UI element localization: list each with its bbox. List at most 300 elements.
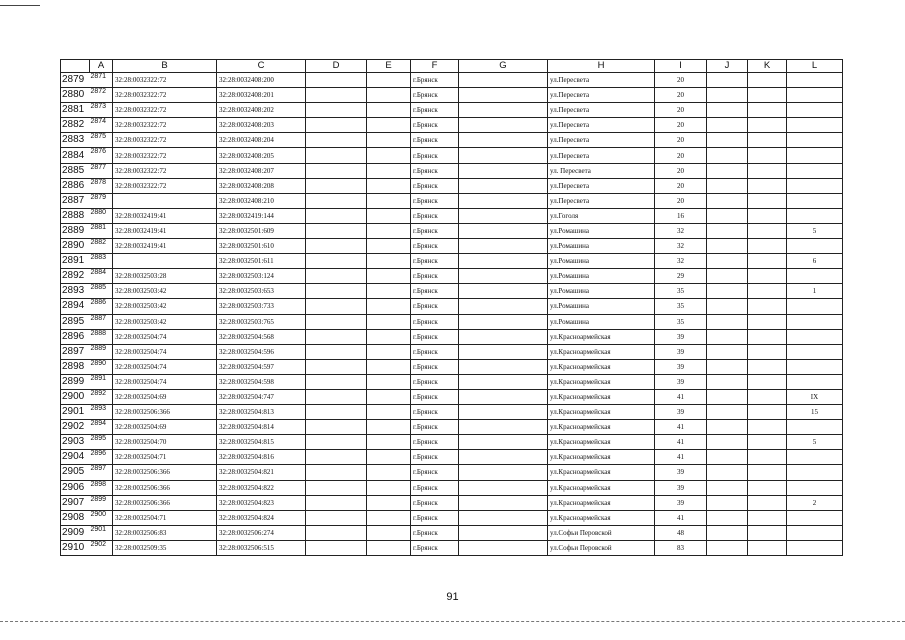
index-cell: 2895 bbox=[90, 435, 113, 450]
column-l-cell: 2 bbox=[787, 495, 843, 510]
row-number-cell: 2885 bbox=[61, 163, 90, 178]
column-e-cell bbox=[367, 163, 411, 178]
column-l-cell bbox=[787, 133, 843, 148]
column-k-cell bbox=[748, 148, 787, 163]
table-row bbox=[61, 103, 843, 118]
data-table bbox=[60, 59, 843, 556]
cadastral-number-b-cell: 32:28:0032504:70 bbox=[113, 435, 217, 450]
column-k-cell bbox=[748, 480, 787, 495]
cadastral-number-c-cell: 32:28:0032503:765 bbox=[217, 314, 306, 329]
column-l-cell bbox=[787, 208, 843, 223]
column-l-cell: 6 bbox=[787, 254, 843, 269]
table-row bbox=[61, 344, 843, 359]
row-number-cell: 2905 bbox=[61, 465, 90, 480]
column-l-cell bbox=[787, 465, 843, 480]
cadastral-number-c-cell: 32:28:0032504:598 bbox=[217, 374, 306, 389]
cadastral-number-c-cell: 32:28:0032504:597 bbox=[217, 359, 306, 374]
column-l-cell bbox=[787, 540, 843, 555]
house-number-cell: 35 bbox=[655, 314, 707, 329]
column-d-cell bbox=[306, 420, 367, 435]
column-g-cell bbox=[459, 208, 548, 223]
cadastral-number-b-cell: 32:28:0032322:72 bbox=[113, 148, 217, 163]
column-e-cell bbox=[367, 389, 411, 404]
table-row bbox=[61, 269, 843, 284]
column-header-j: J bbox=[707, 60, 748, 73]
house-number-cell: 41 bbox=[655, 389, 707, 404]
cadastral-number-c-cell: 32:28:0032504:823 bbox=[217, 495, 306, 510]
house-number-cell: 39 bbox=[655, 495, 707, 510]
column-g-cell bbox=[459, 480, 548, 495]
cadastral-number-b-cell: 32:28:0032506:83 bbox=[113, 525, 217, 540]
cadastral-number-c-cell: 32:28:0032501:610 bbox=[217, 239, 306, 254]
index-cell: 2882 bbox=[90, 239, 113, 254]
table-row bbox=[61, 374, 843, 389]
house-number-cell: 41 bbox=[655, 450, 707, 465]
column-d-cell bbox=[306, 193, 367, 208]
column-k-cell bbox=[748, 178, 787, 193]
table-row bbox=[61, 223, 843, 238]
column-j-cell bbox=[707, 359, 748, 374]
street-cell: ул.Красноармейская bbox=[548, 510, 655, 525]
column-k-cell bbox=[748, 405, 787, 420]
table-row bbox=[61, 193, 843, 208]
column-k-cell bbox=[748, 540, 787, 555]
column-j-cell bbox=[707, 540, 748, 555]
column-k-cell bbox=[748, 495, 787, 510]
column-d-cell bbox=[306, 148, 367, 163]
street-cell: ул.Пересвета bbox=[548, 118, 655, 133]
row-number-cell: 2881 bbox=[61, 103, 90, 118]
column-header-b: B bbox=[113, 60, 217, 73]
table-row bbox=[61, 148, 843, 163]
column-g-cell bbox=[459, 299, 548, 314]
column-l-cell bbox=[787, 269, 843, 284]
house-number-cell: 39 bbox=[655, 480, 707, 495]
column-j-cell bbox=[707, 344, 748, 359]
row-number-cell: 2896 bbox=[61, 329, 90, 344]
row-number-cell: 2886 bbox=[61, 178, 90, 193]
table-row bbox=[61, 163, 843, 178]
column-d-cell bbox=[306, 389, 367, 404]
column-header-i: I bbox=[655, 60, 707, 73]
cadastral-number-c-cell: 32:28:0032503:733 bbox=[217, 299, 306, 314]
column-l-cell bbox=[787, 314, 843, 329]
column-k-cell bbox=[748, 163, 787, 178]
house-number-cell: 32 bbox=[655, 223, 707, 238]
house-number-cell: 41 bbox=[655, 510, 707, 525]
cadastral-number-c-cell: 32:28:0032504:814 bbox=[217, 420, 306, 435]
cadastral-number-b-cell: 32:28:0032503:42 bbox=[113, 314, 217, 329]
city-cell: г.Брянск bbox=[411, 510, 459, 525]
cadastral-number-c-cell: 32:28:0032506:515 bbox=[217, 540, 306, 555]
row-number-cell: 2892 bbox=[61, 269, 90, 284]
column-e-cell bbox=[367, 405, 411, 420]
table-row bbox=[61, 389, 843, 404]
cadastral-number-b-cell bbox=[113, 193, 217, 208]
index-cell: 2879 bbox=[90, 193, 113, 208]
house-number-cell: 39 bbox=[655, 374, 707, 389]
column-g-cell bbox=[459, 118, 548, 133]
house-number-cell: 41 bbox=[655, 420, 707, 435]
column-l-cell bbox=[787, 299, 843, 314]
column-d-cell bbox=[306, 329, 367, 344]
index-cell: 2878 bbox=[90, 178, 113, 193]
index-cell: 2885 bbox=[90, 284, 113, 299]
table-row bbox=[61, 284, 843, 299]
column-k-cell bbox=[748, 284, 787, 299]
index-cell: 2888 bbox=[90, 329, 113, 344]
street-cell: ул.Красноармейская bbox=[548, 405, 655, 420]
house-number-cell: 35 bbox=[655, 299, 707, 314]
house-number-cell: 20 bbox=[655, 103, 707, 118]
column-l-cell: 1 bbox=[787, 284, 843, 299]
column-e-cell bbox=[367, 269, 411, 284]
cadastral-number-b-cell: 32:28:0032322:72 bbox=[113, 73, 217, 88]
cadastral-number-c-cell: 32:28:0032504:568 bbox=[217, 329, 306, 344]
cadastral-number-c-cell: 32:28:0032504:821 bbox=[217, 465, 306, 480]
index-cell: 2875 bbox=[90, 133, 113, 148]
column-e-cell bbox=[367, 314, 411, 329]
column-d-cell bbox=[306, 133, 367, 148]
column-d-cell bbox=[306, 435, 367, 450]
street-cell: ул.Ромашина bbox=[548, 269, 655, 284]
column-e-cell bbox=[367, 178, 411, 193]
column-d-cell bbox=[306, 103, 367, 118]
cadastral-number-c-cell: 32:28:0032504:813 bbox=[217, 405, 306, 420]
column-header-h: H bbox=[548, 60, 655, 73]
index-cell: 2893 bbox=[90, 405, 113, 420]
index-cell: 2894 bbox=[90, 420, 113, 435]
column-e-cell bbox=[367, 254, 411, 269]
cadastral-number-b-cell: 32:28:0032419:41 bbox=[113, 239, 217, 254]
column-k-cell bbox=[748, 389, 787, 404]
column-d-cell bbox=[306, 163, 367, 178]
column-header-g: G bbox=[459, 60, 548, 73]
column-l-cell bbox=[787, 480, 843, 495]
column-k-cell bbox=[748, 299, 787, 314]
index-cell: 2901 bbox=[90, 525, 113, 540]
column-k-cell bbox=[748, 525, 787, 540]
column-k-cell bbox=[748, 435, 787, 450]
column-g-cell bbox=[459, 269, 548, 284]
street-cell: ул.Ромашина bbox=[548, 223, 655, 238]
house-number-cell: 41 bbox=[655, 435, 707, 450]
row-number-cell: 2898 bbox=[61, 359, 90, 374]
table-row bbox=[61, 540, 843, 555]
cadastral-number-c-cell: 32:28:0032501:611 bbox=[217, 254, 306, 269]
row-number-cell: 2887 bbox=[61, 193, 90, 208]
column-l-cell bbox=[787, 178, 843, 193]
column-e-cell bbox=[367, 420, 411, 435]
row-number-cell: 2900 bbox=[61, 389, 90, 404]
cadastral-number-c-cell: 32:28:0032408:205 bbox=[217, 148, 306, 163]
cadastral-number-b-cell: 32:28:0032504:71 bbox=[113, 510, 217, 525]
column-g-cell bbox=[459, 405, 548, 420]
column-header-l: L bbox=[787, 60, 843, 73]
column-l-cell bbox=[787, 420, 843, 435]
cadastral-number-c-cell: 32:28:0032503:653 bbox=[217, 284, 306, 299]
street-cell: ул.Софьи Перовской bbox=[548, 540, 655, 555]
column-g-cell bbox=[459, 420, 548, 435]
street-cell: ул.Красноармейская bbox=[548, 465, 655, 480]
column-e-cell bbox=[367, 344, 411, 359]
column-l-cell bbox=[787, 344, 843, 359]
column-g-cell bbox=[459, 435, 548, 450]
row-number-cell: 2890 bbox=[61, 239, 90, 254]
cadastral-number-c-cell: 32:28:0032408:200 bbox=[217, 73, 306, 88]
column-d-cell bbox=[306, 284, 367, 299]
column-l-cell bbox=[787, 450, 843, 465]
cadastral-number-b-cell: 32:28:0032504:74 bbox=[113, 374, 217, 389]
index-cell: 2899 bbox=[90, 495, 113, 510]
cadastral-number-c-cell: 32:28:0032504:815 bbox=[217, 435, 306, 450]
street-cell: ул.Ромашина bbox=[548, 299, 655, 314]
cadastral-number-c-cell: 32:28:0032419:144 bbox=[217, 208, 306, 223]
column-d-cell bbox=[306, 299, 367, 314]
index-cell: 2896 bbox=[90, 450, 113, 465]
cadastral-number-c-cell: 32:28:0032501:609 bbox=[217, 223, 306, 238]
house-number-cell: 20 bbox=[655, 193, 707, 208]
column-d-cell bbox=[306, 480, 367, 495]
table-row bbox=[61, 208, 843, 223]
column-j-cell bbox=[707, 103, 748, 118]
index-cell: 2889 bbox=[90, 344, 113, 359]
corner-cell bbox=[61, 60, 90, 73]
cadastral-number-c-cell: 32:28:0032504:816 bbox=[217, 450, 306, 465]
column-j-cell bbox=[707, 450, 748, 465]
city-cell: г.Брянск bbox=[411, 495, 459, 510]
column-d-cell bbox=[306, 374, 367, 389]
city-cell: г.Брянск bbox=[411, 299, 459, 314]
column-g-cell bbox=[459, 374, 548, 389]
cadastral-number-b-cell: 32:28:0032504:74 bbox=[113, 329, 217, 344]
city-cell: г.Брянск bbox=[411, 163, 459, 178]
city-cell: г.Брянск bbox=[411, 193, 459, 208]
column-k-cell bbox=[748, 269, 787, 284]
column-g-cell bbox=[459, 223, 548, 238]
table-row bbox=[61, 329, 843, 344]
column-d-cell bbox=[306, 405, 367, 420]
row-number-cell: 2884 bbox=[61, 148, 90, 163]
row-number-cell: 2894 bbox=[61, 299, 90, 314]
column-l-cell bbox=[787, 148, 843, 163]
city-cell: г.Брянск bbox=[411, 254, 459, 269]
column-e-cell bbox=[367, 223, 411, 238]
column-l-cell: 5 bbox=[787, 223, 843, 238]
column-e-cell bbox=[367, 148, 411, 163]
house-number-cell: 39 bbox=[655, 359, 707, 374]
column-j-cell bbox=[707, 133, 748, 148]
column-d-cell bbox=[306, 450, 367, 465]
row-number-cell: 2897 bbox=[61, 344, 90, 359]
column-j-cell bbox=[707, 374, 748, 389]
cadastral-number-c-cell: 32:28:0032408:202 bbox=[217, 103, 306, 118]
column-l-cell bbox=[787, 329, 843, 344]
row-number-cell: 2902 bbox=[61, 420, 90, 435]
column-j-cell bbox=[707, 239, 748, 254]
row-number-cell: 2888 bbox=[61, 208, 90, 223]
column-header-d: D bbox=[306, 60, 367, 73]
street-cell: ул.Пересвета bbox=[548, 148, 655, 163]
house-number-cell: 39 bbox=[655, 344, 707, 359]
city-cell: г.Брянск bbox=[411, 133, 459, 148]
column-header-e: E bbox=[367, 60, 411, 73]
city-cell: г.Брянск bbox=[411, 435, 459, 450]
table-row bbox=[61, 314, 843, 329]
city-cell: г.Брянск bbox=[411, 178, 459, 193]
column-e-cell bbox=[367, 480, 411, 495]
column-g-cell bbox=[459, 148, 548, 163]
cadastral-number-b-cell: 32:28:0032322:72 bbox=[113, 133, 217, 148]
bottom-scan-line bbox=[0, 621, 905, 622]
city-cell: г.Брянск bbox=[411, 405, 459, 420]
house-number-cell: 20 bbox=[655, 73, 707, 88]
city-cell: г.Брянск bbox=[411, 329, 459, 344]
row-number-cell: 2907 bbox=[61, 495, 90, 510]
row-number-cell: 2908 bbox=[61, 510, 90, 525]
column-g-cell bbox=[459, 329, 548, 344]
index-cell: 2891 bbox=[90, 374, 113, 389]
cadastral-number-b-cell: 32:28:0032322:72 bbox=[113, 178, 217, 193]
page-number: 91 bbox=[446, 591, 459, 603]
table-row bbox=[61, 435, 843, 450]
column-k-cell bbox=[748, 420, 787, 435]
table-row bbox=[61, 118, 843, 133]
city-cell: г.Брянск bbox=[411, 118, 459, 133]
cadastral-number-c-cell: 32:28:0032408:204 bbox=[217, 133, 306, 148]
row-number-cell: 2909 bbox=[61, 525, 90, 540]
table-row bbox=[61, 133, 843, 148]
index-cell: 2874 bbox=[90, 118, 113, 133]
column-d-cell bbox=[306, 239, 367, 254]
column-e-cell bbox=[367, 239, 411, 254]
column-l-cell bbox=[787, 88, 843, 103]
street-cell: ул.Красноармейская bbox=[548, 435, 655, 450]
city-cell: г.Брянск bbox=[411, 389, 459, 404]
row-number-cell: 2895 bbox=[61, 314, 90, 329]
column-e-cell bbox=[367, 435, 411, 450]
column-e-cell bbox=[367, 118, 411, 133]
city-cell: г.Брянск bbox=[411, 239, 459, 254]
index-cell: 2880 bbox=[90, 208, 113, 223]
city-cell: г.Брянск bbox=[411, 420, 459, 435]
column-j-cell bbox=[707, 435, 748, 450]
row-number-cell: 2899 bbox=[61, 374, 90, 389]
cadastral-number-b-cell: 32:28:0032503:42 bbox=[113, 299, 217, 314]
table-row bbox=[61, 450, 843, 465]
cadastral-number-c-cell: 32:28:0032408:207 bbox=[217, 163, 306, 178]
column-e-cell bbox=[367, 299, 411, 314]
column-k-cell bbox=[748, 73, 787, 88]
city-cell: г.Брянск bbox=[411, 465, 459, 480]
cadastral-number-b-cell: 32:28:0032509:35 bbox=[113, 540, 217, 555]
column-e-cell bbox=[367, 465, 411, 480]
column-d-cell bbox=[306, 73, 367, 88]
cadastral-number-c-cell: 32:28:0032503:124 bbox=[217, 269, 306, 284]
column-l-cell: 5 bbox=[787, 435, 843, 450]
column-j-cell bbox=[707, 510, 748, 525]
row-number-cell: 2891 bbox=[61, 254, 90, 269]
street-cell: ул.Ромашина bbox=[548, 284, 655, 299]
cadastral-number-c-cell: 32:28:0032408:208 bbox=[217, 178, 306, 193]
column-d-cell bbox=[306, 359, 367, 374]
row-number-cell: 2910 bbox=[61, 540, 90, 555]
street-cell: ул.Пересвета bbox=[548, 73, 655, 88]
cadastral-number-b-cell: 32:28:0032504:71 bbox=[113, 450, 217, 465]
column-g-cell bbox=[459, 284, 548, 299]
index-cell: 2900 bbox=[90, 510, 113, 525]
column-l-cell bbox=[787, 374, 843, 389]
column-k-cell bbox=[748, 450, 787, 465]
column-e-cell bbox=[367, 208, 411, 223]
index-cell: 2876 bbox=[90, 148, 113, 163]
column-k-cell bbox=[748, 359, 787, 374]
table-row bbox=[61, 405, 843, 420]
column-e-cell bbox=[367, 495, 411, 510]
row-number-cell: 2880 bbox=[61, 88, 90, 103]
cadastral-number-b-cell: 32:28:0032506:366 bbox=[113, 495, 217, 510]
table-row bbox=[61, 239, 843, 254]
street-cell: ул.Пересвета bbox=[548, 133, 655, 148]
table-row bbox=[61, 465, 843, 480]
column-l-cell: 15 bbox=[787, 405, 843, 420]
cadastral-number-b-cell: 32:28:0032506:366 bbox=[113, 405, 217, 420]
street-cell: ул.Красноармейская bbox=[548, 480, 655, 495]
city-cell: г.Брянск bbox=[411, 208, 459, 223]
column-j-cell bbox=[707, 465, 748, 480]
cadastral-number-b-cell: 32:28:0032506:366 bbox=[113, 465, 217, 480]
column-g-cell bbox=[459, 389, 548, 404]
house-number-cell: 20 bbox=[655, 163, 707, 178]
column-j-cell bbox=[707, 118, 748, 133]
column-k-cell bbox=[748, 465, 787, 480]
top-edge-mark bbox=[0, 5, 40, 6]
column-d-cell bbox=[306, 344, 367, 359]
street-cell: ул.Красноармейская bbox=[548, 359, 655, 374]
column-g-cell bbox=[459, 540, 548, 555]
column-k-cell bbox=[748, 329, 787, 344]
column-k-cell bbox=[748, 344, 787, 359]
column-k-cell bbox=[748, 223, 787, 238]
street-cell: ул.Красноармейская bbox=[548, 329, 655, 344]
cadastral-number-c-cell: 32:28:0032506:274 bbox=[217, 525, 306, 540]
cadastral-number-b-cell: 32:28:0032504:74 bbox=[113, 344, 217, 359]
cadastral-number-b-cell: 32:28:0032504:69 bbox=[113, 389, 217, 404]
street-cell: ул.Пересвета bbox=[548, 178, 655, 193]
street-cell: ул.Софьи Перовской bbox=[548, 525, 655, 540]
column-d-cell bbox=[306, 223, 367, 238]
column-j-cell bbox=[707, 269, 748, 284]
row-number-cell: 2889 bbox=[61, 223, 90, 238]
column-g-cell bbox=[459, 465, 548, 480]
column-k-cell bbox=[748, 510, 787, 525]
column-g-cell bbox=[459, 239, 548, 254]
house-number-cell: 20 bbox=[655, 178, 707, 193]
column-j-cell bbox=[707, 88, 748, 103]
house-number-cell: 16 bbox=[655, 208, 707, 223]
column-l-cell bbox=[787, 510, 843, 525]
row-number-cell: 2903 bbox=[61, 435, 90, 450]
table-row bbox=[61, 254, 843, 269]
column-d-cell bbox=[306, 178, 367, 193]
street-cell: ул.Пересвета bbox=[548, 88, 655, 103]
column-e-cell bbox=[367, 540, 411, 555]
column-k-cell bbox=[748, 239, 787, 254]
column-j-cell bbox=[707, 314, 748, 329]
house-number-cell: 39 bbox=[655, 405, 707, 420]
column-j-cell bbox=[707, 284, 748, 299]
table-row bbox=[61, 525, 843, 540]
